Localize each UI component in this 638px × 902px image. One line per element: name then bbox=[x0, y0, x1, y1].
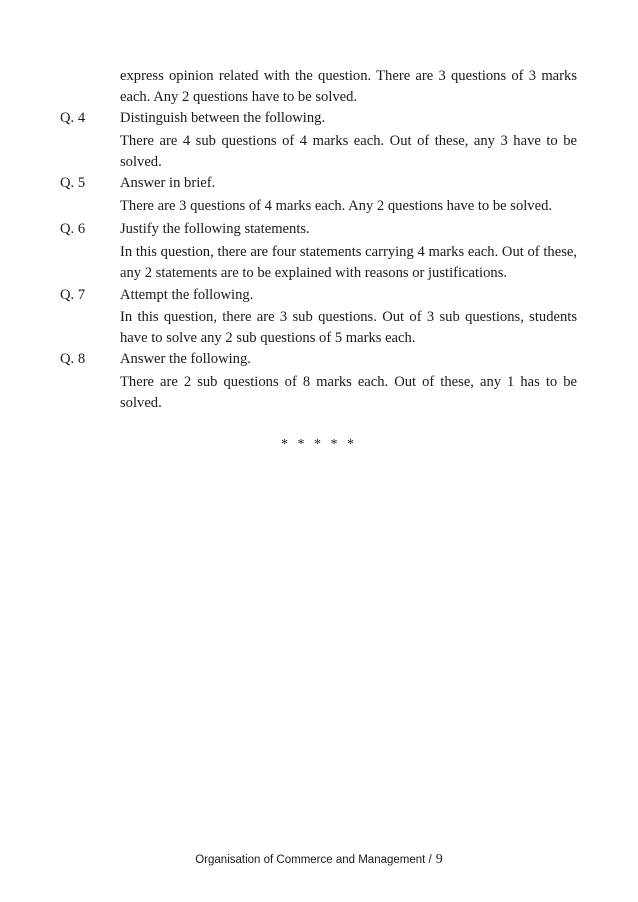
section-separator: * * * * * bbox=[281, 437, 357, 452]
question-detail-4: There are 4 sub questions of 4 marks each. Out of these, any 3 have to be solved. bbox=[120, 133, 577, 170]
question-detail-7: In this question, there are 3 sub questions. Out of 3 sub questions, students have to solve any 2 sub questions of 5 marks each. bbox=[120, 309, 577, 346]
page-footer bbox=[0, 852, 638, 868]
question-heading-5: Answer in brief. bbox=[120, 175, 216, 191]
question-detail-6: In this question, there are four statements carrying 4 marks each. Out of these, any 2 statements are to be explained with reasons or justifications. bbox=[120, 244, 577, 281]
question-heading-8: Answer the following. bbox=[120, 351, 251, 367]
question-number-4: Q. 4 bbox=[60, 110, 86, 126]
intro-paragraph: express opinion related with the question. There are 3 questions of 3 marks each. Any 2 questions have to be solved. bbox=[120, 68, 577, 105]
question-heading-4: Distinguish between the following. bbox=[120, 110, 326, 126]
question-detail-8: There are 2 sub questions of 8 marks each. Out of these, any 1 has to be solved. bbox=[120, 374, 577, 411]
footer-title: Organisation of Commerce and Management / bbox=[195, 854, 432, 866]
question-heading-6: Justify the following statements. bbox=[120, 221, 310, 237]
question-heading-7: Attempt the following. bbox=[120, 287, 254, 303]
question-number-7: Q. 7 bbox=[60, 287, 86, 303]
question-detail-5: There are 3 questions of 4 marks each. Any 2 questions have to be solved. bbox=[120, 198, 553, 214]
question-number-8: Q. 8 bbox=[60, 351, 86, 367]
question-number-5: Q. 5 bbox=[60, 175, 86, 191]
page-number: 9 bbox=[435, 852, 443, 867]
question-number-6: Q. 6 bbox=[60, 221, 86, 237]
